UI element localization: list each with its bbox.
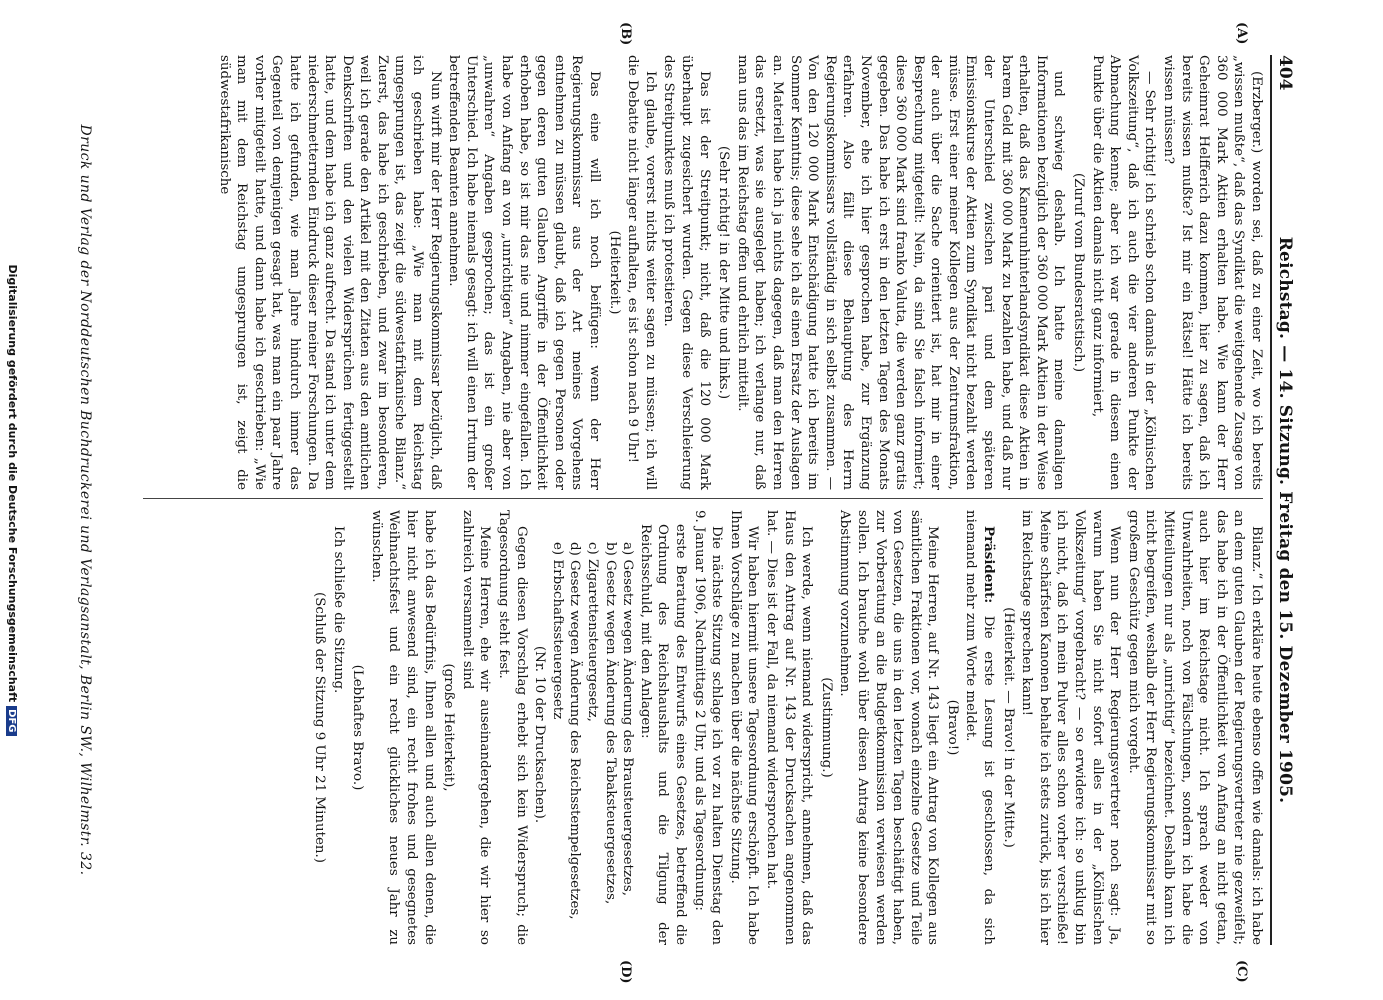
column-divider — [143, 498, 1263, 499]
speech-paragraph: Meine Herren, ehe wir auseinandergehen, die wir hier so zahlreich versammelt sind — [459, 510, 493, 945]
speech-paragraph: und schwieg deshalb. Ich hatte meine damaligen Informationen bezüglich der 360 000 Mark Aktien in der Weise erhalten, daß das Kamerunhinterlandsyndikat diese Aktien in barem Geld mit 360 000 Mark zu bezahlen habe, und daß nur der Unterschied zwischen pari und dem späteren Emissionskurse der Aktien zum Syndikat nicht bezahlt werden müsse. Erst einer meiner Kollegen aus der Zentrumsfraktion, der auch über die Sache orientiert ist, hat mir in einer Besprechung mitgeteilt: Nein, da sind Sie falsch informiert; diese 360 000 Mark sind franko Valuta, die werden ganz gratis gegeben. Das habe ich erst in den letzten Tagen des Monats November, ehe ich hier gesprochen habe, zur Ergänzung erfahren. Also fällt diese Behauptung des Herrn Regierungskommissars vollständig in sich selbst zusammen. — Von den 120 000 Mark Entschädigung hatte ich bereits im Sommer Kenntnis; diese sehe ich als einen Ersatz der Auslagen an. Materiell habe ich ja nichts dagegen, daß man den Herren das ersetzt, was sie ausgelegt haben; ich verlange nur, daß man uns das im Reichstag offen und ehrlich mitteilt. — [734, 55, 1067, 490]
stenographic-remark: (Lebhaftes Bravo.) — [350, 664, 366, 791]
margin-mark-a: (A) — [1234, 22, 1249, 45]
agenda-item: a) Gesetz wegen Änderung des Brausteuergesetzes, — [620, 542, 636, 896]
stenographic-remark: (Zuruf vom Bundesratstisch.) — [1071, 172, 1087, 373]
stenographic-remark: (Heiterkeit.) — [606, 230, 622, 315]
speech-paragraph: Präsident: Die erste Lesung ist geschlossen, da sich niemand mehr zum Worte meldet. — [963, 510, 998, 945]
speech-paragraph: Wir haben hiermit unsere Tagesordnung erschöpft. Ich habe Ihnen Vorschläge zu machen über die nächste Sitzung. — [727, 510, 761, 945]
agenda-item: d) Gesetz wegen Änderung des Reichsstempelgesetzes, — [567, 542, 583, 920]
speech-paragraph: Ich glaube, vorerst nichts weiter sagen zu müssen; ich will die Debatte nicht länger aufhalten, es ist schon nach 9 Uhr! — [625, 55, 658, 490]
dfg-logo: DFG — [6, 706, 17, 735]
speech-paragraph: (Erzberger.) worden sei, daß zu einer Zeit, wo ich bereits „wissen mußte“, daß das Syndikat die weitgehende Zusage von 360 000 Mark Aktien erhalten habe. Wie kann der Herr Geheimrat Helfferich dazu kommen, hier zu sagen, daß ich bereits wissen mußte? Ist mir ein Rätsel! Hätte ich bereits wissen müssen? — [1161, 55, 1264, 490]
header-rule — [1270, 55, 1272, 945]
agenda-item: e) Erbschaftssteuergesetz — [549, 542, 565, 720]
digitization-notice-text: Digitalisierung gefördert durch die Deutsche Forschungsgemeinschaft — [6, 264, 19, 703]
speech-paragraph: Gegen diesen Vorschlag erhebt sich kein Widerspruch; die Tagesordnung steht fest. — [496, 510, 529, 945]
stenographic-remark: (Zustimmung.) — [818, 677, 834, 778]
page-number: 404 — [1275, 55, 1295, 91]
speaker-label: Präsident: — [981, 526, 998, 604]
speech-paragraph: Ich werde, wenn niemand widerspricht, annehmen, daß das Haus den Antrag auf Nr. 143 der Drucksachen angenommen hat. — Dies ist der Fall, da niemand widersprochen hat. — [763, 510, 815, 945]
stenographic-remark: (Schluß der Sitzung 9 Uhr 21 Minuten.) — [312, 591, 328, 864]
agenda-item: c) Zigarettensteuergesetz, — [585, 542, 601, 722]
speech-paragraph: — Sehr richtig! ich schrieb schon damals in der „Kölnischen Volkszeitung“, daß ich auch die vier anderen Punkte der Abmachung kenne; aber ich war gerade in diesem einen Punkte über die Aktien damals nicht ganz informiert, — [1089, 55, 1158, 490]
stenographic-remark: (Sehr richtig! in der Mitte und links.) — [716, 145, 732, 400]
speech-paragraph: Die nächste Sitzung schlage ich vor zu halten Dienstag den 9. Januar 1906, Nachmittags 2 Uhr, und als Tagesordnung: — [691, 510, 725, 945]
right-text-column — [309, 510, 1265, 945]
agenda-item: (Nr. 10 der Drucksachen). — [532, 645, 548, 824]
speech-paragraph: habe ich das Bedürfnis, Ihnen allen und auch allen denen, die hier nicht anwesend sind, ein recht frohes und gesegnetes Weihnachtsfest und ein recht glückliches neues Jahr zu wünschen. — [368, 510, 437, 945]
digitization-notice — [6, 0, 19, 1000]
agenda-list — [531, 524, 689, 945]
speech-paragraph: Nun wirft mir der Herr Regierungskommissar bezüglich, daß ich geschrieben habe: „Wie man mit dem Reichstag umgesprungen ist, das zeigt die südwestafrikanische Bilanz.“ Zuerst, das habe ich geschrieben, und zwar im besonderen, weil ich gerade den Artikel mit den Zitaten aus den amtlichen Denkschriften und den vielen Widersprüchen fertiggestellt hatte, und dem habe ich ganz aufrecht. Da stand ich unter dem niederschmetternden Eindruck dieser meiner Forschungen. Da hatte ich gefunden, wie man Jahre hindurch immer das Gegenteil von demjenigen gesagt hat, was man ein paar Jahre vorher mitgeteilt hatte, und dann habe ich geschrieben: „Wie man mit dem Reichstag umgesprungen ist, zeigt die südwestafrikanische — [216, 55, 443, 490]
margin-mark-c: (C) — [1234, 960, 1249, 983]
agenda-item: erste Beratung des Entwurfs eines Gesetzes, betreffend die Ordnung des Reichshaushalts und die Tilgung der Reichsschuld, mit den Anlagen: — [637, 524, 688, 945]
speech-paragraph: Das ist der Streitpunkt; nicht, daß die 120 000 Mark überhaupt zugesichert wurden. Gegen diese Verschleierung des Streitpunktes muß ich protestieren. — [661, 55, 712, 490]
margin-mark-d: (D) — [618, 960, 633, 984]
printer-imprint: Druck und Verlag der Norddeutschen Buchdruckerei und Verlagsanstalt, Berlin SW., Wilhelmstr. 32. — [77, 124, 93, 876]
running-header: Reichstag. — 14. Sitzung. Freitag den 15. Dezember 1905. — [1275, 236, 1295, 804]
margin-mark-b: (B) — [618, 22, 633, 46]
speech-paragraph: Ich schließe die Sitzung. — [330, 526, 346, 694]
speech-paragraph: Das eine will ich noch beifügen: wenn der Herr Regierungskommissar aus der Art meines Vorgehens entnehmen zu müssen glaubt, daß ich gegen Personen oder gegen deren guten Glauben Angriffe in der Öffentlichkeit erhoben habe, so ist mir das nie und nimmer eingefallen. Ich habe von Anfang an von „unrichtigen“ Angaben, nie aber von „unwahren“ Angaben gesprochen; das ist ein großer Unterschied. Ich habe niemals gesagt: ich will einen Irrtum der betreffenden Beamten annehmen. — [446, 55, 603, 490]
agenda-item: b) Gesetz wegen Änderung des Tabaksteuergesetzes, — [602, 542, 618, 905]
speech-paragraph: Meine Herren, auf Nr. 143 liegt ein Antrag von Kollegen aus sämtlichen Fraktionen vor, wonach einzelne Gesetze und Teile von Gesetzen, die uns in den letzten Tagen beschäftigt haben, zur Vorberatung an die Budgetkommission verwiesen werden sollen. Ich brauche wohl über diesen Antrag keine besondere Abstimmung vorzunehmen. — [837, 510, 941, 945]
speech-paragraph: Wenn nun der Herr Regierungsvertreter noch sagt: Ja, warum haben Sie nicht sofort alles in der „Kölnischen Volkszeitung“ vorgebracht? — so erwidere ich: so unklug bin ich nicht, daß ich mein Pulver alles schon vorher verschieße! Meine schärfsten Kanonen behalte ich stets zurück, bis ich hier im Reichstage sprechen kann! — [1019, 510, 1123, 945]
stenographic-remark: (Heiterkeit. — Bravo! in der Mitte.) — [1000, 607, 1016, 848]
stenographic-remark: (große Heiterkeit), — [441, 663, 457, 792]
speech-paragraph: Bilanz.“ Ich erkläre heute ebenso offen wie damals: ich habe an dem guten Glauben der Regierungsvertreter nie gezweifelt; das habe ich in der Öffentlichkeit von Anfang an nicht getan, auch hier im Reichstage nicht. Ich sprach weder von Unwahrheiten, noch von Fälschungen, sondern ich habe die Mitteilungen nur als „unrichtig“ bezeichnet. Deshalb kann ich nicht begreifen, weshalb der Herr Regierungskommissar mit so großem Geschütz gegen mich vorgeht. — [1125, 510, 1264, 945]
stenographic-remark: (Bravo!) — [944, 699, 960, 756]
left-text-column — [214, 55, 1265, 490]
